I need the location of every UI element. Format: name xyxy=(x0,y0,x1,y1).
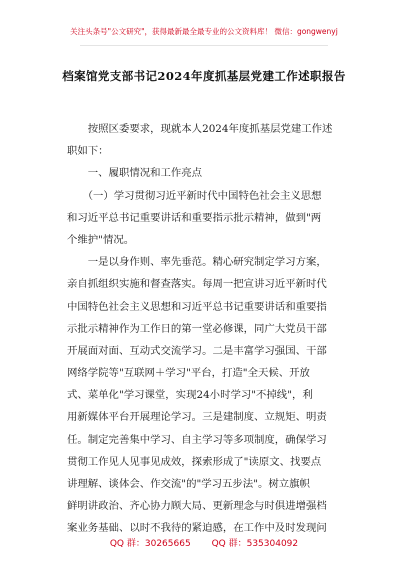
body-line: 一是以身作则、率先垂范。精心研究制定学习方案， xyxy=(67,256,327,269)
footer-qq-group-2: QQ 群：535304092 xyxy=(211,539,299,549)
footer-qq-group-1: QQ 群：30265665 xyxy=(109,539,191,549)
body-line: 按照区委要求，现就本人2024年度抓基层党建工作述 xyxy=(67,123,333,135)
section-heading: 一、履职情况和工作亮点 xyxy=(67,167,203,180)
body-line: 中国特色社会主义思想和习近平总书记重要讲话和重要指 xyxy=(67,300,327,313)
document-title: 档案馆党支部书记2024年度抓基层党建工作述职报告 xyxy=(62,69,346,83)
header-divider xyxy=(80,45,328,46)
body-line: 任。制定完善集中学习、自主学习等多项制度，确保学习 xyxy=(67,433,327,446)
body-line: 亲自抓组织实施和督查落实。每周一把宣讲习近平新时代 xyxy=(67,278,327,291)
body-line: 示批示精神作为工作日的第一堂必修课，同广大党员干部 xyxy=(67,322,327,335)
body-line: 讲理解、谈体会、作交流"的"学习五步法"。树立旗帜 xyxy=(67,478,310,490)
body-line: 鲜明讲政治、齐心协力顾大局、更新理念与时俱进增强档 xyxy=(67,500,327,513)
body-line: 开展面对面、互动式交流学习。二是丰富学习强国、干部 xyxy=(67,344,327,357)
body-line: 和习近平总书记重要讲话和重要指示批示精神，做到"两 xyxy=(67,211,322,224)
footer-contacts xyxy=(0,536,408,549)
body-line: 用新媒体平台开展理论学习。三是建制度、立规矩、明责 xyxy=(67,411,327,424)
subsection-heading: （一）学习贯彻习近平新时代中国特色社会主义思想 xyxy=(67,189,322,202)
body-line: 贯彻工作见人见事见成效，探索形成了"读原文、找要点 xyxy=(67,455,322,468)
header-banner: 关注头条号"公文研究"，获得最新最全最专业的公文资料库！ 微信：gongwenyj xyxy=(70,27,338,36)
body-line: 个维护"情况。 xyxy=(67,233,135,246)
body-line: 网络学院等"互联网＋学习"平台，打造"全天候、开放 xyxy=(67,367,310,380)
body-line: 式、菜单化"学习课堂，实现24小时学习"不掉线"，利 xyxy=(67,389,313,402)
body-line: 职如下： xyxy=(67,145,109,158)
document-body xyxy=(67,118,345,540)
body-line: 案业务基础、以时不我待的紧迫感，在工作中及时发现问 xyxy=(67,522,327,535)
